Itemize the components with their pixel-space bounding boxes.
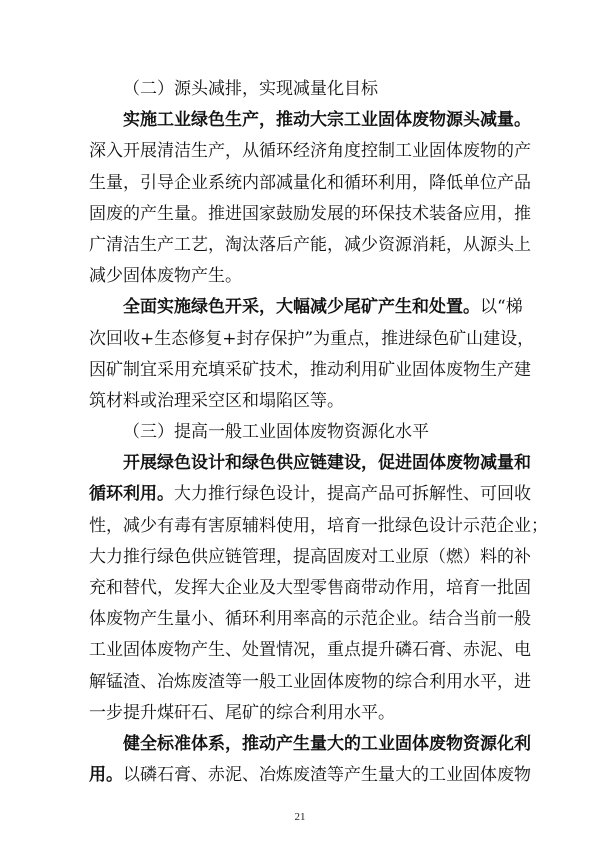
- para-4-text: 以磷石膏、赤泥、冶炼废渣等产生量大的工业固体废物: [123, 765, 531, 786]
- para-3-line: 充和替代，发挥大企业及大型零售商带动作用，培育一批固: [89, 578, 531, 598]
- para-1-lead: 实施工业绿色生产，推动大宗工业固体废物源头减量。: [123, 110, 531, 131]
- para-1-line: 深入开展清洁生产，从循环经济角度控制工业固体废物的产: [89, 141, 531, 162]
- para-1-line: 生量，引导企业系统内部减量化和循环利用，降低单位产品: [89, 172, 531, 193]
- para-1-line: 减少固体废物产生。: [89, 266, 242, 287]
- para-2-lead: 全面实施绿色开采，大幅减少尾矿产生和处置。: [123, 297, 480, 318]
- para-4-lead: 健全标准体系，推动产生量大的工业固体废物资源化利: [123, 733, 531, 754]
- page-body: [89, 74, 548, 791]
- para-2-line: 筑材料或治理采空区和塌陷区等。: [89, 390, 344, 411]
- para-4-lead-end: 用。: [89, 765, 123, 786]
- para-2-line: 因矿制宜采用充填采矿技术，推动利用矿业固体废物生产建: [89, 359, 531, 380]
- page-number: 21: [294, 811, 306, 823]
- para-4-line-2: [89, 760, 531, 791]
- para-3-line: 解锰渣、冶炼废渣等一般工业固体废物的综合利用水平，进: [89, 671, 531, 692]
- para-3-line: 体废物产生量小、循环利用率高的示范企业。结合当前一般: [89, 609, 531, 630]
- para-3-lead: 开展绿色设计和绿色供应链建设，促进固体废物减量和: [123, 453, 531, 474]
- para-2-line-1: [89, 292, 523, 323]
- para-3-line: 工业固体废物产生、处置情况，重点提升磷石膏、赤泥、电: [89, 640, 531, 661]
- para-3-text: 大力推行绿色设计，提高产品可拆解性、可回收: [174, 484, 531, 505]
- section-heading-3: （三）提高一般工业固体废物资源化水平: [123, 422, 429, 443]
- para-3-line: 大力推行绿色供应链管理，提高固废对工业原（燃）料的补: [89, 546, 531, 567]
- para-1-line: 固废的产生量。推进国家鼓励发展的环保技术装备应用，推: [89, 203, 531, 224]
- para-3-lead-end: 循环利用。: [89, 484, 174, 505]
- para-2-line: 次回收+生态修复+封存保护”为重点，推进绿色矿山建设，: [89, 328, 535, 349]
- para-3-line: 性，减少有毒有害原辅料使用，培育一批绿色设计示范企业；: [89, 515, 548, 536]
- para-3-line-2: [89, 479, 531, 510]
- section-heading-2: （二）源头减排，实现减量化目标: [123, 79, 378, 99]
- para-2-text: 以“梯: [480, 297, 523, 318]
- para-3-line: 一步提升煤矸石、尾矿的综合利用水平。: [89, 702, 395, 723]
- para-1-line: 广清洁生产工艺，淘汰落后产能，减少资源消耗，从源头上: [89, 234, 531, 255]
